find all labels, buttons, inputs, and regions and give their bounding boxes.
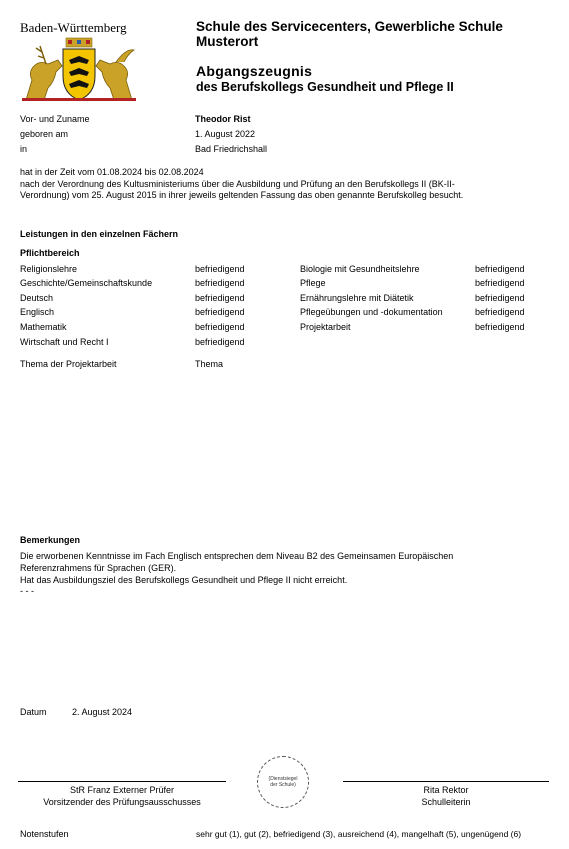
subject-grade: befriedigend: [195, 293, 245, 303]
subject-name: Pflege: [300, 278, 326, 288]
coat-of-arms-icon: [18, 36, 140, 102]
subject-grade: befriedigend: [475, 293, 525, 303]
remarks-line3: Hat das Ausbildungsziel des Berufskollegs Gesundheit und Pflege II nicht erreicht.: [20, 575, 348, 585]
official-seal-placeholder: [257, 756, 309, 808]
subject-name: Ernährungslehre mit Diätetik: [300, 293, 414, 303]
remarks-line2: Referenzrahmens für Sprachen (GER).: [20, 563, 177, 573]
grades-subsection-title: Pflichtbereich: [20, 248, 80, 258]
remarks-line1: Die erworbenen Kenntnisse im Fach Englisch entsprechen dem Niveau B2 des Gemeinsamen Europäischen: [20, 551, 454, 561]
school-name-line1: Schule des Servicecenters, Gewerbliche Schule: [196, 19, 503, 34]
school-name-line2: Musterort: [196, 34, 259, 49]
subject-grade: befriedigend: [475, 322, 525, 332]
name-value: Theodor Rist: [195, 114, 251, 124]
signer-left-role: Vorsitzender des Prüfungsausschusses: [43, 797, 201, 807]
signer-right-name: Rita Rektor: [423, 785, 469, 795]
subject-name: Geschichte/Gemeinschaftskunde: [20, 278, 153, 288]
subject-grade: befriedigend: [195, 278, 245, 288]
certificate-title: Abgangszeugnis: [196, 63, 313, 79]
born-value: 1. August 2022: [195, 129, 256, 139]
period-line3: Verordnung) vom 25. August 2015 in ihrer jeweils geltenden Fassung das oben genannte Berufskolleg besucht.: [20, 190, 464, 200]
born-label: geboren am: [20, 129, 69, 139]
subject-name: Wirtschaft und Recht I: [20, 337, 109, 347]
subject-grade: befriedigend: [195, 264, 245, 274]
subject-grade: befriedigend: [475, 264, 525, 274]
seal-text-line2: der Schule): [270, 782, 296, 788]
subject-name: Religionslehre: [20, 264, 78, 274]
certificate-subtitle: des Berufskollegs Gesundheit und Pflege II: [196, 80, 454, 94]
subject-name: Pflegeübungen und -dokumentation: [300, 307, 443, 317]
subject-grade: befriedigend: [195, 307, 245, 317]
period-line2: nach der Verordnung des Kultusministeriums über die Ausbildung und Prüfung an den Berufskollegs II (BK-II-: [20, 179, 455, 189]
subject-grade: befriedigend: [475, 307, 525, 317]
remarks-title: Bemerkungen: [20, 535, 81, 545]
state-name: Baden-Württemberg: [20, 20, 127, 35]
subject-name: Projektarbeit: [300, 322, 351, 332]
subject-grade: befriedigend: [475, 278, 525, 288]
signer-right-role: Schulleiterin: [421, 797, 471, 807]
subject-grade: befriedigend: [195, 322, 245, 332]
signer-left-name: StR Franz Externer Prüfer: [69, 785, 175, 795]
project-topic-label: Thema der Projektarbeit: [20, 359, 117, 369]
subject-name: Biologie mit Gesundheitslehre: [300, 264, 420, 274]
grade-scale-text: sehr gut (1), gut (2), befriedigend (3), ausreichend (4), mangelhaft (5), ungenügend (6): [196, 829, 522, 839]
date-value: 2. August 2024: [72, 707, 133, 717]
name-label: Vor- und Zuname: [20, 114, 90, 124]
place-label: in: [20, 144, 28, 154]
date-label: Datum: [20, 707, 47, 717]
subject-name: Englisch: [20, 307, 55, 317]
grade-scale-label: Notenstufen: [20, 829, 69, 839]
period-line1: hat in der Zeit vom 01.08.2024 bis 02.08.2024: [20, 167, 204, 177]
grades-section-title: Leistungen in den einzelnen Fächern: [20, 229, 179, 239]
subject-grade: befriedigend: [195, 337, 245, 347]
project-topic-value: Thema: [195, 359, 224, 369]
subject-name: Deutsch: [20, 293, 54, 303]
seal-text-line1: (Dienstsiegel: [268, 776, 298, 782]
signature-line-left: [18, 781, 226, 782]
subject-name: Mathematik: [20, 322, 67, 332]
signature-line-right: [343, 781, 549, 782]
place-value: Bad Friedrichshall: [195, 144, 268, 154]
remarks-line4: - - -: [20, 586, 34, 596]
